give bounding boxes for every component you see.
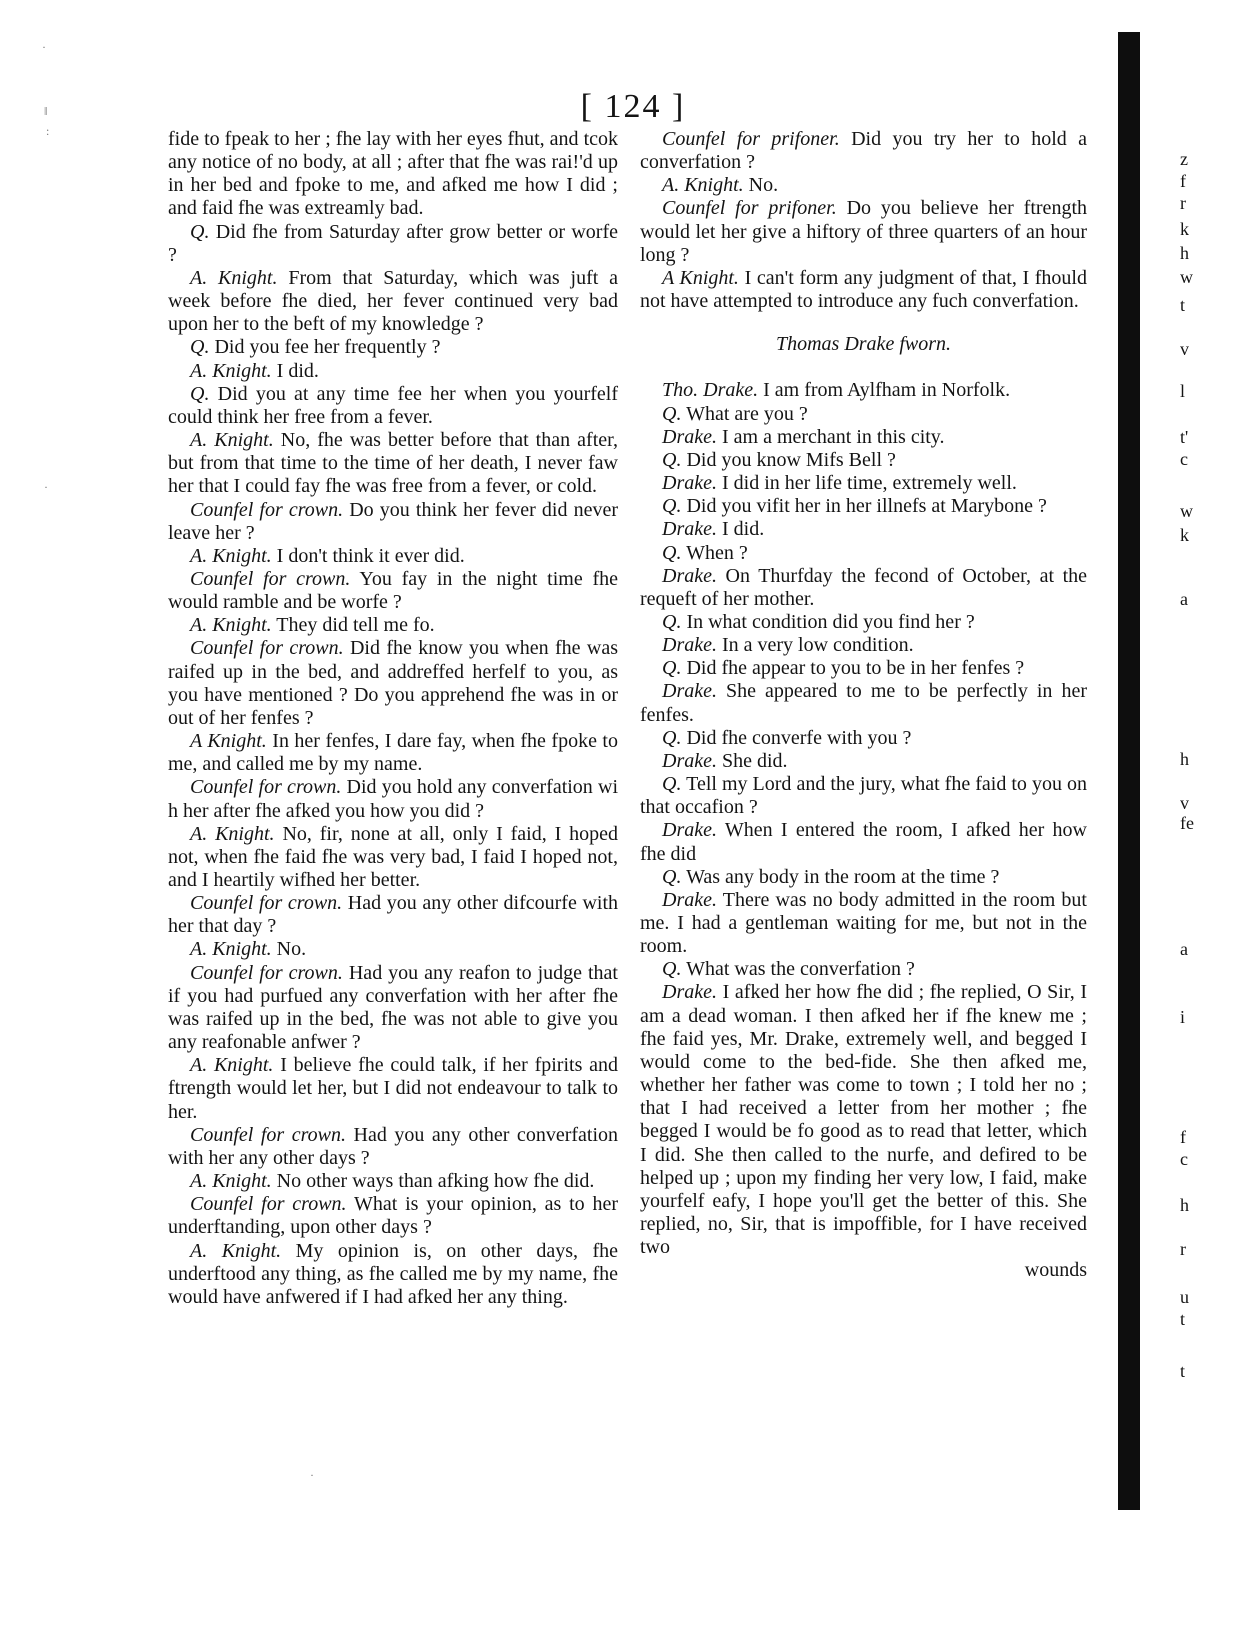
testimony-text: I did in her life time, extremely well. (716, 472, 1017, 495)
testimony-paragraph (640, 565, 1087, 611)
testimony-paragraph (640, 174, 1087, 197)
edge-letter: u (1180, 1287, 1189, 1307)
testimony-text: What are you ? (681, 402, 808, 425)
edge-letter: c (1180, 1149, 1188, 1169)
testimony-text: When ? (681, 541, 748, 564)
testimony-text: My opinion is, on other days, fhe underftood any thing, as fhe called me by my name, fhe would have anfwered if I had afked her any thing. (168, 1239, 619, 1308)
testimony-paragraph (640, 889, 1087, 958)
testimony-text: There was no body admitted in the room but me. I had a gentleman waiting for me, but not in the room. (640, 888, 1087, 958)
edge-letter: fe (1180, 813, 1194, 833)
edge-letter: t' (1180, 427, 1189, 447)
edge-letter: h (1180, 243, 1189, 263)
margin-speck: · (42, 40, 46, 54)
speaker-label: Drake. (662, 564, 717, 587)
testimony-text: I am a merchant in this city. (716, 425, 945, 448)
testimony-text: You fay in the night time fhe would ramble and be worfe ? (168, 567, 618, 614)
edge-letter: t (1180, 295, 1186, 315)
catchword: wounds (1024, 1259, 1087, 1282)
speaker-label: Drake. (662, 472, 717, 495)
testimony-text: In her fenfes, I dare fay, when fhe fpoke to me, and called me by my name. (168, 730, 618, 776)
testimony-text: Do you believe her ftrength would let her give a hiftory of three quarters of an hour long ? (640, 197, 1087, 266)
testimony-paragraph (168, 568, 618, 614)
speaker-label: Q. (662, 495, 682, 518)
testimony-text: fide to fpeak to her ; fhe lay with her eyes fhut, and tcok any notice of no body, at all ; after that fhe was rai!'d up in her bed and fpoke to me, and afked me how I did ; and faid fhe was extreamly bad. (168, 128, 618, 220)
testimony-paragraph (640, 495, 1087, 518)
testimony-paragraph (168, 730, 618, 776)
testimony-text: Had you any reafon to judge that if you had purfued any converfation with her after fhe was raifed up in the bed, fhe was not able to give you any reafonable anfwer ? (168, 961, 618, 1054)
witness-heading (640, 333, 1087, 356)
speaker-label: Drake. (662, 425, 717, 448)
testimony-paragraph (640, 634, 1087, 657)
testimony-text: I am from Aylfham in Norfolk. (758, 379, 1011, 402)
testimony-paragraph (640, 472, 1087, 495)
testimony-paragraph (640, 750, 1087, 773)
testimony-text: In what condition did you find her ? (681, 610, 975, 633)
testimony-paragraph (640, 727, 1087, 750)
testimony-paragraph (640, 981, 1087, 1259)
left-column (168, 128, 618, 1309)
edge-letter: k (1180, 525, 1189, 545)
testimony-paragraph (168, 776, 618, 822)
speaker-label: Counfel for crown. (190, 776, 342, 799)
edge-letter: h (1180, 749, 1189, 769)
testimony-text: Did you know Mifs Bell ? (681, 448, 896, 471)
testimony-paragraph (640, 958, 1087, 981)
speaker-label: Counfel for crown. (190, 961, 343, 984)
testimony-paragraph (640, 379, 1087, 402)
testimony-paragraph (640, 128, 1087, 174)
testimony-paragraph (168, 336, 618, 359)
speaker-label: A. Knight. (662, 174, 744, 197)
testimony-text: No. (271, 938, 307, 961)
testimony-paragraph (168, 938, 618, 961)
testimony-paragraph (640, 426, 1087, 449)
testimony-text: When I entered the room, I afked her how fhe did (640, 819, 1087, 865)
speaker-label: Q. (662, 865, 682, 888)
speaker-label: Counfel for crown. (190, 1193, 347, 1216)
testimony-paragraph (168, 1054, 618, 1123)
speaker-label: Counfel for crown. (190, 637, 344, 660)
testimony-text: From that Saturday, which was juft a week before fhe died, her fever continued very bad upon her to the beft of my knowledge ? (168, 266, 618, 336)
testimony-paragraph (640, 542, 1087, 565)
witness-heading-text: Thomas Drake fworn. (775, 333, 951, 356)
margin-speck: · (44, 480, 48, 494)
testimony-paragraph (640, 403, 1087, 426)
edge-letter: f (1180, 171, 1186, 191)
speaker-label: A. Knight. (190, 1239, 282, 1262)
edge-letter: z (1180, 149, 1188, 169)
testimony-text: I don't think it ever did. (271, 544, 465, 567)
testimony-paragraph (640, 819, 1087, 865)
testimony-paragraph (168, 1170, 618, 1193)
speaker-label: Counfel for crown. (190, 567, 351, 590)
speaker-label: A. Knight. (190, 429, 274, 452)
speaker-label: A Knight. (662, 266, 739, 289)
testimony-text: In a very low condition. (716, 634, 914, 657)
testimony-text: Did you hold any converfation wi h her after fhe afked you how you did ? (168, 776, 618, 822)
speaker-label: Q. (190, 336, 210, 359)
testimony-paragraph (168, 383, 618, 429)
testimony-paragraph (640, 518, 1087, 541)
testimony-text: On Thurfday the fecond of October, at the requeft of her mother. (640, 564, 1087, 610)
testimony-paragraph (640, 197, 1087, 266)
edge-letter: k (1180, 219, 1189, 239)
testimony-paragraph (640, 657, 1087, 680)
speaker-label: Q. (662, 541, 682, 564)
edge-letter: h (1180, 1195, 1189, 1215)
testimony-paragraph (168, 892, 618, 938)
testimony-text: I did. (716, 518, 765, 541)
testimony-paragraph (168, 823, 618, 892)
testimony-paragraph (640, 773, 1087, 819)
page-edge-shadow (1118, 32, 1140, 1510)
testimony-paragraph (168, 614, 618, 637)
testimony-paragraph (168, 962, 618, 1055)
speaker-label: Q. (662, 958, 682, 981)
edge-letter: r (1180, 193, 1186, 213)
testimony-text: Did fhe know you when fhe was raifed up in the bed, and addreffed herfelf to you, as you have mentioned ? Do you apprehend fhe was in or out of her fenfes ? (168, 637, 618, 729)
testimony-paragraph (640, 611, 1087, 634)
edge-letter: v (1180, 339, 1189, 359)
testimony-paragraph (168, 429, 618, 498)
testimony-paragraph (168, 637, 618, 730)
speaker-label: Q. (662, 657, 682, 680)
speaker-label: Counfel for crown. (190, 498, 344, 521)
speaker-label: Drake. (662, 981, 717, 1004)
speaker-label: Drake. (662, 749, 717, 772)
speaker-label: Q. (662, 402, 682, 425)
right-column (640, 128, 1087, 1283)
testimony-paragraph (640, 267, 1087, 313)
edge-letter: c (1180, 449, 1188, 469)
testimony-paragraph (168, 267, 618, 336)
testimony-paragraph (168, 360, 618, 383)
speaker-label: A. Knight. (190, 359, 272, 382)
testimony-text: Do you think her fever did never leave her ? (168, 498, 618, 544)
edge-letter: i (1180, 1007, 1186, 1027)
speaker-label: A. Knight. (190, 614, 272, 637)
testimony-text: Had you any other difcourfe with her that day ? (168, 892, 619, 938)
testimony-text: Did fhe appear to you to be in her fenfes ? (681, 657, 1025, 680)
edge-letter: t (1180, 1361, 1186, 1381)
testimony-text: What was the converfation ? (681, 958, 915, 981)
testimony-paragraph (168, 1193, 618, 1239)
edge-letter: r (1180, 1239, 1186, 1259)
margin-speck: ‖ (44, 104, 48, 118)
edge-letter: w (1180, 267, 1193, 287)
speaker-label: A. Knight. (190, 822, 275, 845)
speaker-label: A. Knight. (190, 1170, 272, 1193)
page-number: [ 124 ] (580, 88, 686, 125)
testimony-text: No. (743, 174, 779, 197)
speaker-label: Counfel for crown. (190, 892, 343, 915)
testimony-paragraph (640, 680, 1087, 726)
speaker-label: Q. (662, 773, 682, 796)
speaker-label: Counfel for prifoner. (662, 128, 840, 150)
margin-speck: : (46, 124, 50, 138)
testimony-text: Did you vifit her in her illnefs at Marybone ? (681, 495, 1047, 518)
testimony-text: Did fhe from Saturday after grow better or worfe ? (168, 220, 618, 266)
testimony-text: She did. (716, 749, 788, 772)
testimony-text: Tell my Lord and the jury, what fhe faid to you on that occafion ? (640, 773, 1087, 819)
testimony-paragraph (640, 866, 1087, 889)
margin-speck: · (310, 1468, 314, 1482)
speaker-label: Q. (662, 610, 682, 633)
edge-letter: a (1180, 939, 1188, 959)
edge-letter: w (1180, 501, 1193, 521)
testimony-text: No, fhe was better before that than after, but from that time to the time of her death, I never faw her that I could fay fhe was free from a fever, or cold. (168, 429, 618, 498)
testimony-paragraph (168, 1240, 618, 1309)
testimony-text: I did. (271, 359, 319, 382)
edge-letter: t (1180, 1309, 1186, 1329)
speaker-label: A. Knight. (190, 1054, 274, 1077)
edge-letter: l (1180, 381, 1186, 401)
testimony-text: Was any body in the room at the time ? (681, 865, 1000, 888)
speaker-label: Drake. (662, 819, 717, 842)
speaker-label: A. Knight. (190, 266, 278, 289)
speaker-label: Drake. (662, 518, 717, 541)
testimony-paragraph (168, 545, 618, 568)
testimony-text: I afked her how fhe did ; fhe replied, O Sir, I am a dead woman. I then afked her if fhe knew me ; fhe faid yes, Mr. Drake, extremely well, and begged I would come to the bed-fide. She then afked me, whether her father was come to town ; I told her no ; that I had received a letter from her mother ; fhe begged I would be fo good as to read that letter, which I did. She then called to the nurfe, and defired to be helped up ; upon my finding her very low, I faid, make yourfelf eafy, I hope you'll get the better of this. She replied, no, Sir, that is impoffible, for I have received two (640, 981, 1087, 1259)
testimony-text: I believe fhe could talk, if her fpirits and ftrength would let her, but I did not endeavour to talk to her. (168, 1054, 618, 1123)
testimony-paragraph (168, 128, 618, 221)
testimony-text: Had you any other converfation with her any other days ? (168, 1123, 619, 1169)
speaker-label: A Knight. (190, 730, 267, 753)
speaker-label: Q. (662, 726, 682, 749)
testimony-text: No other ways than afking how fhe did. (271, 1170, 595, 1193)
testimony-text: I can't form any judgment of that, I fhould not have attempted to introduce any fuch converfation. (640, 266, 1087, 313)
speaker-label: Q. (190, 382, 210, 405)
testimony-text: Did fhe converfe with you ? (681, 726, 912, 749)
testimony-paragraph (168, 499, 618, 545)
edge-letter: f (1180, 1127, 1186, 1147)
speaker-label: Counfel for prifoner. (662, 197, 837, 220)
speaker-label: Q. (662, 448, 682, 471)
speaker-label: Q. (190, 220, 210, 243)
testimony-text: What is your opinion, as to her underftanding, upon other days ? (168, 1193, 618, 1239)
testimony-paragraph (168, 221, 618, 267)
testimony-text: No, fir, none at all, only I faid, I hoped not, when fhe faid fhe was very bad, I faid I hoped not, and I heartily wifhed her better. (168, 822, 619, 891)
testimony-text: They did tell me fo. (271, 614, 435, 637)
testimony-paragraph (640, 449, 1087, 472)
edge-letter: v (1180, 793, 1189, 813)
speaker-label: Drake. (662, 888, 717, 911)
speaker-label: A. Knight. (190, 938, 272, 961)
speaker-label: A. Knight. (190, 544, 272, 567)
speaker-label: Counfel for crown. (190, 1123, 346, 1146)
testimony-paragraph (168, 1124, 618, 1170)
testimony-text: Did you try her to hold a converfation ? (640, 128, 1087, 174)
speaker-label: Drake. (662, 680, 717, 703)
speaker-label: Tho. Drake. (662, 379, 759, 402)
testimony-text: She appeared to me to be perfectly in her fenfes. (640, 680, 1087, 726)
testimony-text: Did you fee her frequently ? (209, 336, 441, 359)
speaker-label: Drake. (662, 634, 717, 657)
edge-letter: a (1180, 589, 1188, 609)
testimony-text: Did you at any time fee her when you yourfelf could think her free from a fever. (168, 382, 618, 428)
